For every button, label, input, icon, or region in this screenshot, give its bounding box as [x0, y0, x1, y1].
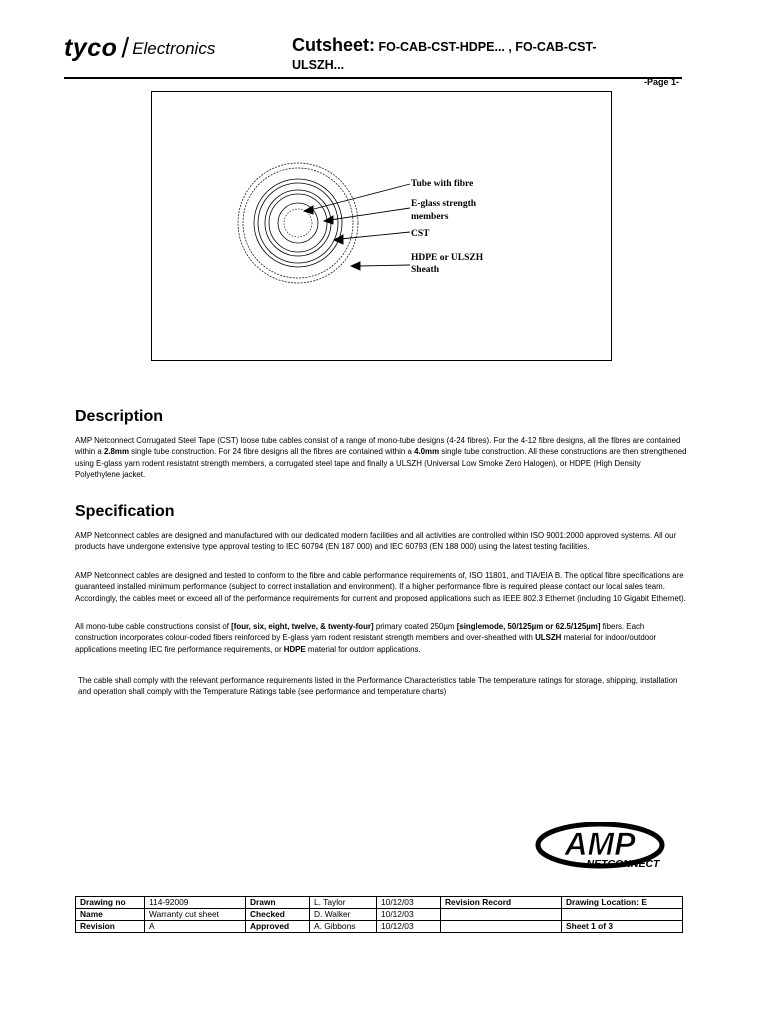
document-title — [292, 36, 692, 74]
desc-bold-2: 4.0mm — [414, 447, 440, 457]
label-cst: CST — [411, 229, 430, 239]
cst-ring-b — [258, 183, 338, 263]
title-word: Cutsheet: — [292, 35, 376, 55]
eglass-ring-a — [265, 190, 331, 256]
table-cell: 10/12/03 — [377, 909, 441, 921]
spec3-h: HDPE — [283, 644, 306, 654]
sheath-outer-ring — [238, 163, 358, 283]
arrow-tube — [304, 206, 313, 214]
spec-paragraph-2: AMP Netconnect cables are designed and tested to conform to the fibre and cable performance requirements of, ISO 11801, and TIA/EIA B. The optical fibre specifications are guaranteed installed minimum performance (subject to correct installation and environment). If a higher performance fibre is required please contact our local sales team. Accordingly, the cables meet or exceed all of the performance requirements for current and proposed applications such as IEEE 802.3 Ethernet (including 10 Gigabit Ethernet). — [75, 571, 686, 603]
amp-logo-graphic — [535, 822, 685, 874]
header-rule — [64, 77, 682, 79]
arrow-eglass — [324, 216, 333, 224]
page-number: -Page 1- — [643, 77, 679, 87]
table-cell — [441, 921, 562, 933]
table-row — [76, 909, 683, 921]
description-text — [75, 435, 687, 481]
description-heading: Description — [75, 408, 164, 425]
table-cell: Name — [76, 909, 145, 921]
spec-paragraph-1: AMP Netconnect cables are designed and manufactured with our dedicated modern facilities and all activities are controlled within ISO 9001:2000 approved systems. All our products have undergone extensive type approval testing to IEC 60794 (EN 187 000) and IEC 60793 (EN 188 000) using the latest testing facilities. — [75, 531, 677, 552]
brand-name: tyco — [64, 33, 118, 62]
amp-wordmark: AMP — [564, 826, 636, 862]
brand-sub: Electronics — [132, 38, 216, 58]
table-cell — [562, 909, 683, 921]
fibre-core — [284, 209, 312, 237]
sheath-inner-ring — [243, 168, 353, 278]
logo-divider: / — [121, 32, 130, 63]
table-cell: Warranty cut sheet — [145, 909, 246, 921]
table-cell: Drawing no — [76, 897, 145, 909]
spec3-b: [four, six, eight, twelve, & twenty-four] — [231, 622, 374, 631]
desc-part-1: AMP Netconnect Corrugated Steel Tape (CST) loose tube cables consist of a range of mono-tube designs (4-24 fibres). For the 4-12 fibre designs, all the fibres are contained within a — [75, 436, 681, 457]
desc-part-2: single tube construction. For 24 fibre designs all the fibres are contained within a — [128, 447, 415, 457]
table-cell: Revision — [76, 921, 145, 933]
title-line-2: ULSZH... — [292, 58, 345, 72]
table-cell: 10/12/03 — [377, 897, 441, 909]
spec3-a: All mono-tube cable constructions consist of — [75, 622, 232, 631]
table-cell: Checked — [246, 909, 310, 921]
desc-bold-1: 2.8mm — [103, 447, 129, 457]
label-eglass-line2: members — [411, 212, 449, 222]
table-cell: 10/12/03 — [377, 921, 441, 933]
amp-netconnect-logo — [535, 822, 685, 874]
label-sheath-line2: Sheath — [411, 265, 439, 275]
tyco-logo — [64, 34, 215, 62]
spec3-i: material for outdorr applications. — [305, 644, 421, 654]
table-cell: L. Taylor — [310, 897, 377, 909]
table-cell — [441, 909, 562, 921]
spec3-c: primary coated 250µm — [373, 622, 457, 631]
cable-cross-section-figure — [151, 91, 612, 361]
cable-diagram — [152, 92, 611, 360]
amp-netconnect: NETCONNECT — [586, 858, 660, 870]
leader-sheath — [357, 265, 410, 266]
arrow-sheath — [351, 262, 360, 270]
table-cell: A — [145, 921, 246, 933]
spec-paragraph-3 — [75, 621, 687, 655]
table-row — [76, 921, 683, 933]
leader-eglass — [330, 208, 410, 220]
desc-part-3: single tube construction. All these constructions are then strengthened using E-glass yarn rodent resistatnt strength members, a corrugated steel tape and finally a ULSZH (Universal Low Smoke Zero Halogen), or HDPE (High Density Polyethylene jacket. — [75, 447, 687, 480]
label-eglass-line1: E-glass strength — [411, 199, 477, 209]
drawing-info-table — [75, 896, 683, 933]
leader-cst — [340, 232, 410, 239]
table-cell: Revision Record — [441, 897, 562, 909]
table-row — [76, 897, 683, 909]
spec3-g: material for indoor/outdoor applications meeting IEC fire performance requirements, or — [75, 633, 657, 654]
table-cell: D. Walker — [310, 909, 377, 921]
table-cell: Drawing Location: E — [562, 897, 683, 909]
title-line-1: FO-CAB-CST-HDPE... , FO-CAB-CST- — [378, 40, 597, 54]
spec-paragraph-4: The cable shall comply with the relevant performance requirements listed in the Performance Characteristics table The temperature ratings for storage, shipping, installation and operation shall comply with the Temperature Ratings table (see performance and temperature charts) — [78, 676, 678, 697]
table-cell: 114-92009 — [145, 897, 246, 909]
label-tube-with-fibre: Tube with fibre — [411, 179, 474, 189]
table-cell: Drawn — [246, 897, 310, 909]
spec3-d: [singlemode, 50/125µm or 62.5/125µm] — [456, 622, 601, 631]
spec3-e: fibers. Each construction incorporates colour-coded fibers reinforced by E-glass yarn rodent resistant strength members and over-sheathed with — [75, 622, 645, 643]
specification-heading: Specification — [75, 503, 175, 520]
label-sheath-line1: HDPE or ULSZH — [411, 253, 484, 263]
spec3-f: ULSZH — [535, 633, 562, 643]
table-cell: Approved — [246, 921, 310, 933]
table-cell: A. Gibbons — [310, 921, 377, 933]
table-cell: Sheet 1 of 3 — [562, 921, 683, 933]
